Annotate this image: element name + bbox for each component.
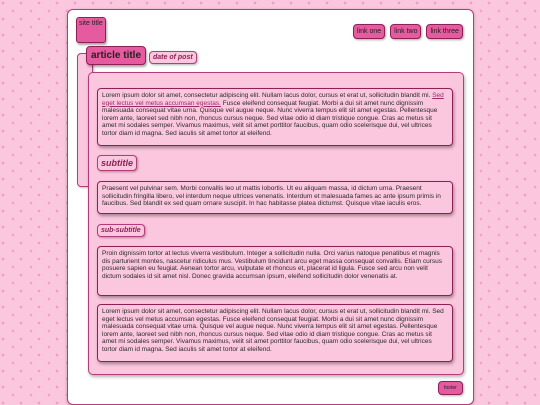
section-subtitle: subtitle bbox=[97, 155, 137, 171]
paragraph-text: Lorem ipsum dolor sit amet, consectetur adipiscing elit. Nullam lacus dolor, cursus et erat ut, sollicitudin blandit mi. bbox=[102, 92, 431, 99]
site-title[interactable]: site title bbox=[76, 17, 106, 43]
paragraph-text: Lorem ipsum dolor sit amet, consectetur adipiscing elit. Nullam lacus dolor, cursus et erat ut, sollicitudin blandit mi. Sed eget lectus vel metus accumsan egestas. Fusce eleifend consequat feugiat. Morbi a dui sit amet nunc dignissim malesuada consequat vitae urna. Quisque vel augue neque. Nunc viverra tempus elit sit amet egestas. Pellentesque lorem ante, laoreet sed nibh non, rhoncus cursus neque. Sed vitae odio id diam tristique congue. Cras ac metus sit amet mi sodales semper. Vivamus maximus, velit sit amet porttitor faucibus, quam odio scelerisque dui, vel ultrices tortor diam id magna. Sed iaculis sit amet tortor at eleifend. bbox=[102, 308, 444, 353]
paragraph-block bbox=[97, 88, 453, 146]
nav-link-two[interactable]: link two bbox=[390, 24, 421, 39]
paragraph-block bbox=[97, 304, 453, 362]
main-nav bbox=[353, 24, 463, 39]
inline-link[interactable]: Sed eget lectus vel metus accumsan egestas. bbox=[102, 92, 444, 107]
paragraph-text: Praesent vel pulvinar sem. Morbi convallis leo ut mattis lobortis. Ut eu aliquam massa, id dictum urna. Praesent sollicitudin fringilla libero, vel interdum neque ultrices venenatis. Interdum et malesuada fames ac ante ipsum primis in faucibus. Sed blandit ex sed quam ornare suscipit. In hac habitasse platea dictumst. Quisque vitae iaculis eros. bbox=[102, 185, 441, 208]
article-title: article title bbox=[86, 46, 146, 65]
paragraph-text: Proin dignissim tortor at lectus viverra vestibulum. Integer a sollicitudin nulla. Orci varius natoque penatibus et magnis dis parturient montes, nascetur ridiculus mus. Vestibulum tincidunt arcu eget massa consequat convallis. Etiam cursus posuere sapien eu feugiat. Aenean tortor arcu, vulputate et rhoncus et, placerat id ligula. Fusce sed arcu non velit dictum sodales id sit amet nisl. Donec gravida accumsan ipsum, eleifend sollicitudin dolor venenatis at. bbox=[102, 250, 442, 280]
nav-link-three[interactable]: link three bbox=[426, 24, 462, 39]
footer-button[interactable]: footer bbox=[438, 381, 463, 395]
paragraph-block bbox=[97, 181, 453, 214]
post-date: date of post bbox=[149, 51, 197, 64]
section-subsubtitle: sub-subtitle bbox=[97, 224, 145, 237]
nav-link-one[interactable]: link one bbox=[353, 24, 385, 39]
paragraph-block bbox=[97, 246, 453, 296]
paragraph-text: Fusce eleifend consequat feugiat. Morbi a dui sit amet nunc dignissim malesuada consequat vitae urna. Quisque vel augue neque. Nunc viverra tempus elit sit amet egestas. Pellentesque lorem ante, laoreet sed nibh non, rhoncus cursus neque. Sed vitae odio id diam tristique congue. Cras ac metus sit amet mi sodales semper. Vivamus maximus, velit sit amet porttitor faucibus, quam odio scelerisque dui, vel ultrices tortor diam id magna. Sed iaculis sit amet tortor at eleifend. bbox=[102, 99, 438, 137]
